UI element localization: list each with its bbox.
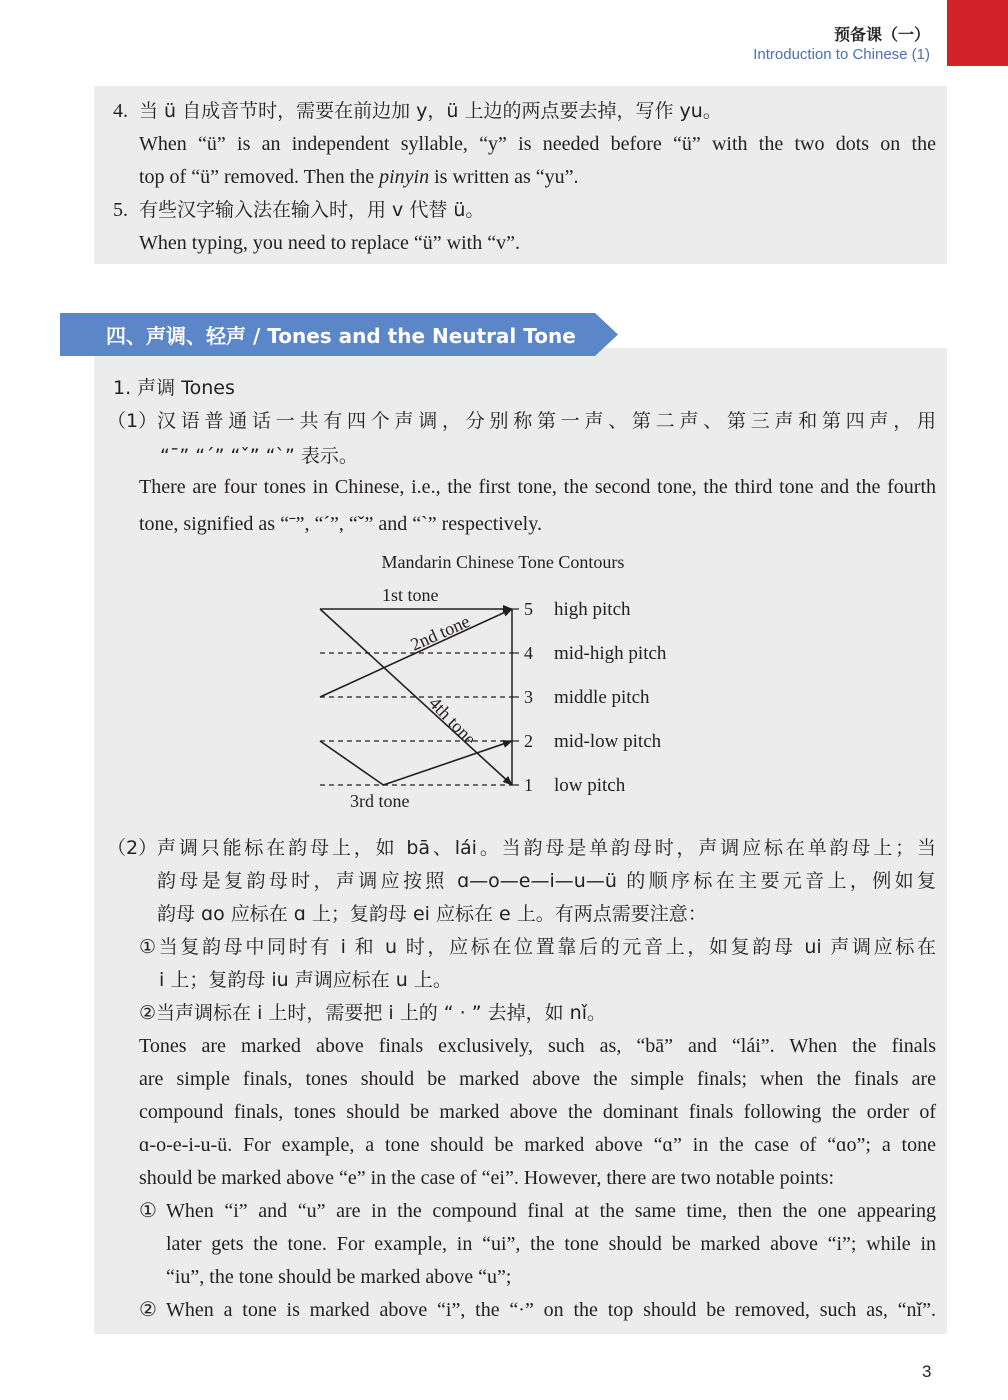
item-4-chinese: 当 ü 自成音节时，需要在前边加 y，ü 上边的两点要去掉，写作 yu。 [139, 100, 722, 122]
tone-contour-chart [300, 545, 720, 815]
pitch-level-label: mid-low pitch [554, 731, 662, 752]
p2-chinese-line3: 韵母 ɑo 应标在 ɑ 上；复韵母 ei 应标在 e 上。有两点需要注意： [157, 903, 707, 925]
p2-chinese-line2: 韵母是复韵母时，声调应按照 ɑ—o—e—i—u—ü 的顺序标在主要元音上，例如复 [157, 870, 936, 892]
pitch-tick-label: 2 [524, 731, 533, 751]
tone-series-label: 3rd tone [350, 791, 410, 811]
pitch-level-label: high pitch [554, 599, 631, 620]
p2-english-line2: are simple finals, tones should be marked above the simple finals; when the finals are [139, 1068, 936, 1090]
p2-english-line1: Tones are marked above finals exclusively, such as, “bā” and “lái”. When the finals [139, 1035, 936, 1057]
p1-label: （1） [107, 410, 158, 432]
pitch-tick-label: 4 [524, 643, 533, 663]
p1-english-line2: tone, signified as “ˉ”, “ˊ”, “ˇ” and “ˋ” respectively. [139, 513, 542, 535]
p2-chinese-line4: ①当复韵母中同时有 i 和 u 时，应标在位置靠后的元音上，如复韵母 ui 声调应标在 [139, 936, 936, 958]
tones-heading: 1. 声调 Tones [113, 377, 235, 399]
item-4-number: 4. [113, 100, 128, 122]
lesson-title-cn: 预备课（一） [833, 25, 930, 44]
chapter-color-tab [947, 0, 1008, 66]
p2-english-line3: compound finals, tones should be marked above the dominant finals following the order of [139, 1101, 936, 1123]
section-title: 四、声调、轻声 / Tones and the Neutral Tone [106, 324, 576, 348]
p2-label: （2） [107, 837, 158, 859]
note-1-english-line1: When “i” and “u” are in the compound final at the same time, then the one appearing [166, 1200, 936, 1222]
p2-english-line5: should be marked above “e” in the case of “ei”. However, there are two notable points: [139, 1167, 835, 1189]
p1-chinese-line2: “ˉ” “ˊ” “ˇ” “ˋ” 表示。 [160, 445, 358, 467]
item-4-english-line2: top of “ü” removed. Then the pinyin is written as “yu”. [139, 166, 579, 188]
item-5-english: When typing, you need to replace “ü” with “v”. [139, 232, 520, 254]
pitch-level-label: middle pitch [554, 687, 650, 708]
tone-series-label: 4th tone [425, 692, 481, 749]
pitch-level-label: low pitch [554, 775, 626, 796]
note-1-english-line3: “iu”, the tone should be marked above “u”; [166, 1266, 512, 1288]
pitch-tick-label: 3 [524, 687, 533, 707]
note-1-english-line2: later gets the tone. For example, in “ui”, the tone should be marked above “i”; while in [166, 1233, 936, 1255]
tone-series-label: 2nd tone [407, 610, 473, 655]
p1-english-line1: There are four tones in Chinese, i.e., the first tone, the second tone, the third tone and the fourth [139, 476, 936, 498]
pinyin-term: pinyin [379, 166, 430, 188]
p2-chinese-line5: i 上；复韵母 iu 声调应标在 u 上。 [159, 969, 452, 991]
lesson-title-en: Introduction to Chinese (1) [753, 46, 930, 63]
page-number: 3 [922, 1362, 932, 1381]
item-5-chinese: 有些汉字输入法在输入时，用 v 代替 ü。 [139, 199, 485, 221]
note-1-marker: ① [139, 1200, 157, 1222]
pitch-tick-label: 5 [524, 599, 533, 619]
note-2-marker: ② [139, 1299, 157, 1321]
p2-chinese-line6: ②当声调标在 i 上时，需要把 i 上的 “ · ” 去掉，如 nǐ。 [139, 1002, 606, 1024]
tone-series-label: 1st tone [382, 585, 439, 605]
p1-chinese-line1: 汉语普通话一共有四个声调，分别称第一声、第二声、第三声和第四声，用 [157, 410, 936, 432]
p2-chinese-line1: 声调只能标在韵母上，如 bā、lái。当韵母是单韵母时，声调应标在单韵母上；当 [157, 837, 936, 859]
pitch-tick-label: 1 [524, 775, 533, 795]
p2-english-line4: ɑ-o-e-i-u-ü. For example, a tone should be marked above “ɑ” in the case of “ɑo”; a tone [139, 1134, 936, 1156]
tone-contour-3 [320, 741, 512, 785]
note-2-english: When a tone is marked above “i”, the “·” on the top should be removed, such as, “nǐ”. [166, 1299, 936, 1321]
pitch-level-label: mid-high pitch [554, 643, 667, 664]
chart-title: Mandarin Chinese Tone Contours [381, 552, 625, 572]
item-4-english-line1: When “ü” is an independent syllable, “y” is needed before “ü” with the two dots on the [139, 133, 936, 155]
item-5-number: 5. [113, 199, 128, 221]
